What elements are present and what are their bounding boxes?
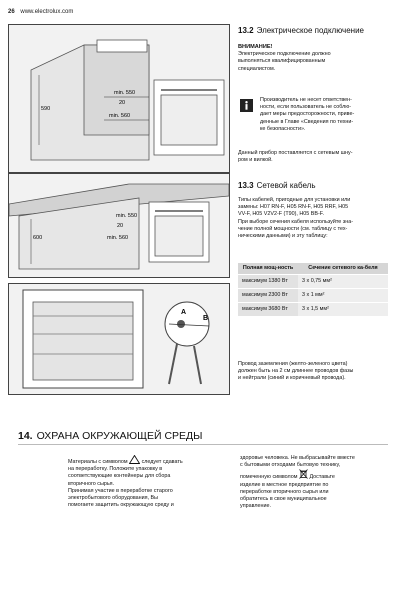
table-row: максимум 1380 Вт 3 x 0,75 мм² — [238, 275, 388, 289]
warning-title: ВНИМАНИЕ! — [238, 44, 273, 50]
section-divider — [18, 444, 388, 445]
dim-label: 20 — [117, 223, 124, 229]
warning-block — [238, 44, 388, 73]
dim-label: 600 — [33, 235, 43, 241]
info-line: Производитель не несет ответствен- — [260, 97, 352, 103]
installation-drawing-3 — [9, 284, 229, 394]
env-left-column: Материалы с символом следует сдавать на переработку. Положите упаковку в соответствующие контейнеры для сбора вторичного сырья. Принимая участие в переработке старого электробытового оборудования, Вы помогаете защитить окружающую среду и — [68, 455, 228, 509]
part-label-a: A — [181, 309, 187, 316]
supply-note: Данный прибор поставляется с сетевым шну- ром и вилкой. — [238, 150, 353, 164]
table-row: максимум 2300 Вт 3 x 1 мм² — [238, 289, 388, 303]
warning-line: Электрическое подключение должно — [238, 51, 331, 58]
info-block — [238, 97, 388, 133]
dim-label: min. 550 — [116, 213, 138, 219]
page-header — [8, 9, 73, 15]
installation-drawing-1 — [9, 25, 229, 172]
installation-figure-2 — [8, 173, 230, 278]
recycle-icon — [129, 455, 140, 464]
env-right-column: здоровье человека. Не выбрасывайте вместе с бытовыми отходами бытовую технику, помеченную символом Доставьте изделие в местное предприятие по переработке вторичного сырья или обратитесь в свое муниципальное управление. — [240, 455, 355, 510]
dim-label: min. 560 — [109, 113, 131, 119]
part-label-b: B — [203, 315, 209, 322]
dim-label: min. 560 — [107, 235, 129, 241]
warning-line: выполняться квалифицированным — [238, 58, 326, 65]
cable-table — [238, 263, 388, 316]
section-13-3-title: 13.3 Сетевой кабель — [238, 181, 316, 190]
warning-line: специалистом. — [238, 65, 276, 72]
installation-figure-3 — [8, 283, 230, 395]
table-header: Полная мощ-ность — [238, 263, 298, 275]
section-14-title: 14. ОХРАНА ОКРУЖАЮЩЕЙ СРЕДЫ — [18, 430, 203, 442]
crossed-bin-icon — [299, 469, 308, 479]
dim-label: min. 550 — [114, 90, 136, 96]
ground-wire-note: Провод заземления (желто-зеленого цвета) должен быть на 2 см длиннее проводов фазы и нейтрали (синий и коричневый провода). — [238, 361, 354, 382]
info-icon — [240, 99, 253, 112]
page-number: 26 — [8, 9, 15, 15]
installation-drawing-2 — [9, 174, 229, 277]
cable-intro: Типы кабелей, пригодные для установки или замены: H07 RN-F, H05 RN-F, H05 RRF, H05 VV-F, H05 V2V2-F (T90), H05 BB-F. При выборе сечения кабеля используйте зна- чение полной мощности (см. таблицу с тех- ническими данными) и эту таблицу: — [238, 197, 354, 240]
info-line: ке безопасности». — [260, 125, 306, 132]
info-line: ности, если пользователь не соблю- — [260, 104, 352, 111]
dim-label: 590 — [41, 106, 51, 112]
table-header: Сечение сетевого ка-беля — [298, 263, 388, 275]
section-13-2-title: 13.2 Электрическое подключение — [238, 26, 364, 35]
table-row: максимум 3680 Вт 3 x 1,5 мм² — [238, 303, 388, 317]
site-url: www.electrolux.com — [20, 9, 74, 15]
info-line: денные в Главе «Сведения по техни- — [260, 118, 354, 125]
installation-figure-1 — [8, 24, 230, 173]
info-line: дает меры предосторожности, приве- — [260, 111, 355, 118]
dim-label: 20 — [119, 100, 126, 106]
